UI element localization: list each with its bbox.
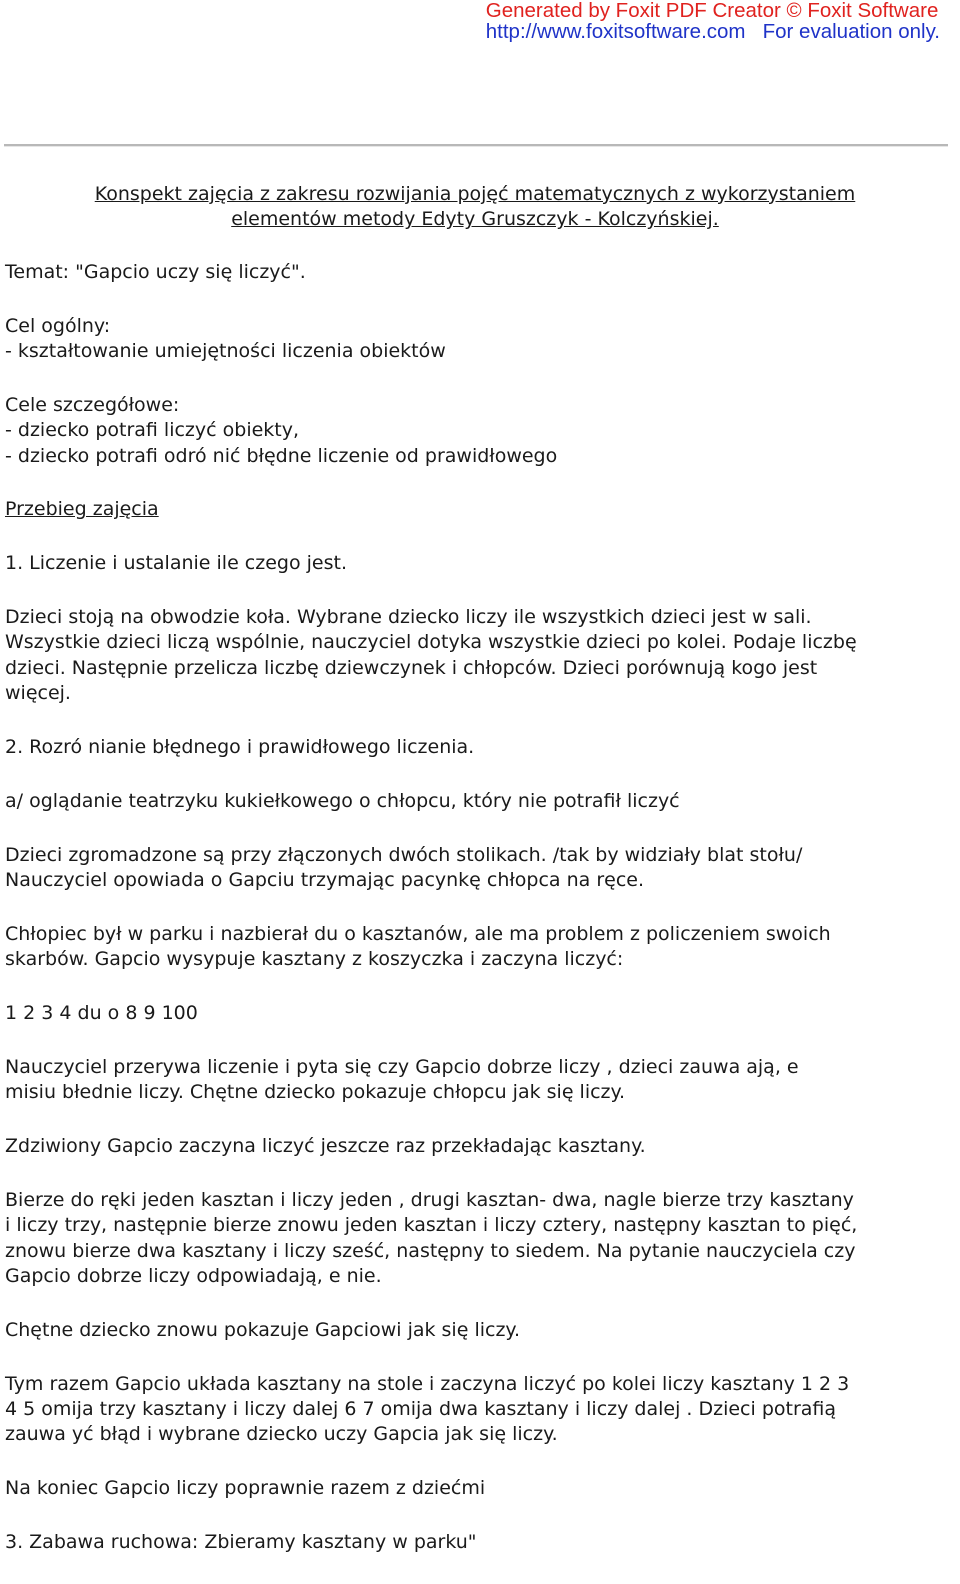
specific-goals: [5, 393, 945, 469]
section-1-heading: 1. Liczenie i ustalanie ile czego jest.: [5, 552, 347, 575]
paragraph-this-time: Tym razem Gapcio układa kasztany na stole i zaczyna liczyć po kolei liczy kasztany 1 2 3 4 5 omija trzy kasztany i liczy dalej 6 7 omija dwa kasztany i liczy dalej . Dzieci potrafią zauwa yć błąd i wybrane dziecko uczy Gapcia jak się liczy.: [5, 1372, 850, 1446]
paragraph-finally: Na koniec Gapcio liczy poprawnie razem z dziećmi: [5, 1477, 486, 1500]
title-line-2: elementów metody Edyty Gruszczyk - Kolczyńskiej.: [231, 208, 719, 231]
general-goal: [5, 314, 945, 365]
title-line-1: Konspekt zajęcia z zakresu rozwijania pojęć matematycznych z wykorzystaniem: [94, 183, 856, 205]
paragraph-children-gathered: Dzieci zgromadzone są przy złączonych dwóch stolikach. /tak by widziały blat stołu/ Nauczyciel opowiada o Gapciu trzymając pacynkę chłopca na ręce.: [5, 843, 803, 892]
paragraph-takes-chestnut: Bierze do ręki jeden kasztan i liczy jeden , drugi kasztan- dwa, nagle bierze trzy kasztany i liczy trzy, następnie bierze znowu jeden kasztan i liczy cztery, następny kasztan to pięć, znowu bierze dwa kasztany i liczy sześć, następny to siedem. Na pytanie nauczyciela czy Gapcio dobrze liczy odpowiadają, e nie.: [5, 1188, 858, 1288]
foxit-watermark: [486, 0, 940, 42]
watermark-evaluation-note: For evaluation only.: [762, 20, 940, 43]
specific-goals-label: Cele szczegółowe:: [5, 393, 180, 416]
general-goal-item: - kształtowanie umiejętności liczenia obiektów: [5, 340, 446, 363]
paragraph-surprised-gapcio: Zdziwiony Gapcio zaczyna liczyć jeszcze raz przekładając kasztany.: [5, 1135, 646, 1158]
watermark-url-link[interactable]: http://www.foxitsoftware.com: [485, 20, 746, 43]
watermark-url-line: [486, 21, 940, 42]
document-body: [5, 182, 945, 1584]
general-goal-label: Cel ogólny:: [5, 314, 111, 337]
section-2-heading: 2. Rozró nianie błędnego i prawidłowego liczenia.: [5, 736, 475, 759]
document-title: [5, 182, 945, 233]
specific-goal-item: - dziecko potrafi odró nić błędne liczenie od prawidłowego: [5, 444, 558, 467]
section-1-paragraph: Dzieci stoją na obwodzie koła. Wybrane dziecko liczy ile wszystkich dzieci jest w sali. Wszystkie dzieci liczą wspólnie, nauczyciel dotyka wszystkie dzieci po kolei. Podaje liczbę dzieci. Następnie przelicza liczbę dziewczynek i chłopców. Dzieci porównują kogo jest więcej.: [5, 606, 857, 705]
watermark-generated-by: Generated by Foxit PDF Creator © Foxit Software: [485, 0, 939, 22]
paragraph-willing-child: Chętne dziecko znowu pokazuje Gapciowi jak się liczy.: [5, 1318, 520, 1341]
section-2-subpoint-a: a/ oglądanie teatrzyku kukiełkowego o chłopcu, który nie potrafił liczyć: [5, 789, 680, 812]
section-3-heading: 3. Zabawa ruchowa: Zbieramy kasztany w parku": [5, 1531, 477, 1554]
specific-goal-item: - dziecko potrafi liczyć obiekty,: [5, 419, 300, 442]
topic: Temat: "Gapcio uczy się liczyć".: [5, 260, 306, 283]
horizontal-divider: [4, 144, 948, 147]
paragraph-teacher-interrupts: Nauczyciel przerywa liczenie i pyta się czy Gapcio dobrze liczy , dzieci zauwa ają, e misiu błednie liczy. Chętne dziecko pokazuje chłopcu jak się liczy.: [5, 1055, 799, 1104]
counting-sequence: 1 2 3 4 du o 8 9 100: [5, 1002, 198, 1025]
paragraph-boy-in-park: Chłopiec był w parku i nazbierał du o kasztanów, ale ma problem z policzeniem swoich skarbów. Gapcio wysypuje kasztany z koszyczka i zaczyna liczyć:: [5, 922, 831, 971]
lesson-course-heading: Przebieg zajęcia: [5, 498, 159, 521]
